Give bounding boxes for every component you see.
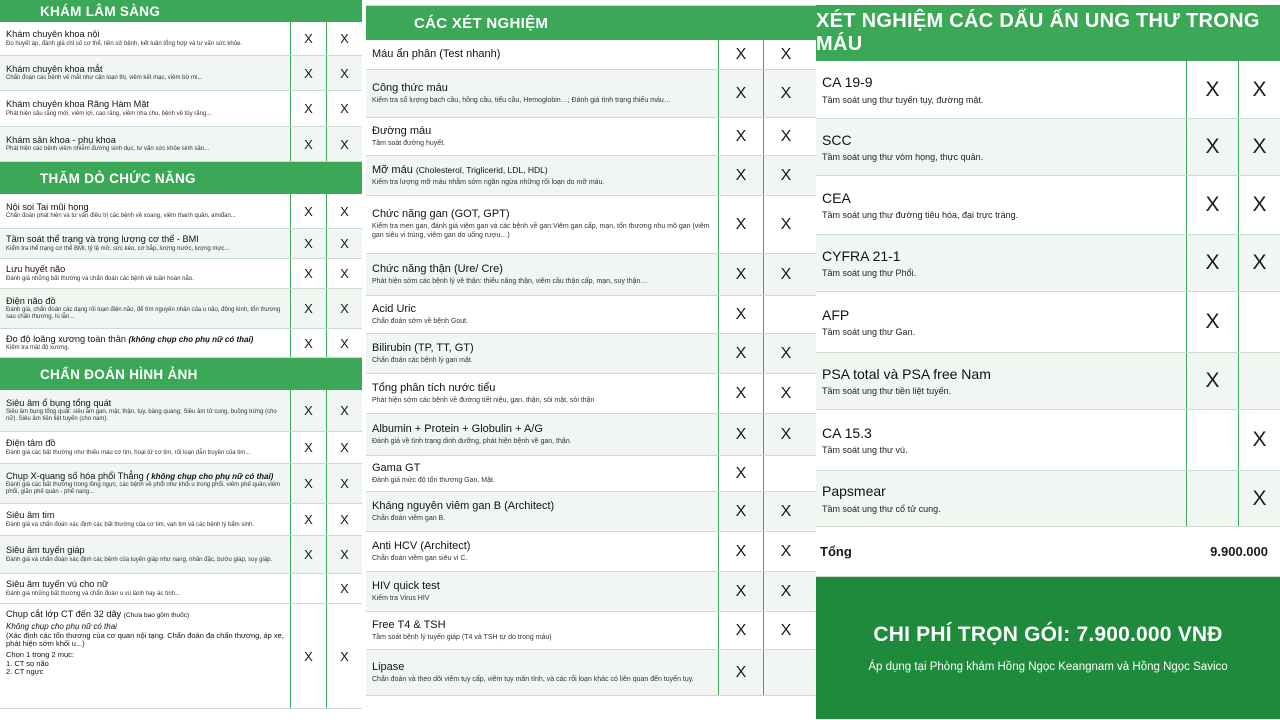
check-mark: X xyxy=(718,40,763,69)
table-row: Siêu âm tim Đánh giá và chẩn đoán xác định các bất thường của cơ tim, van tim và các bệnh lý bẩm sinh. X X xyxy=(0,504,362,536)
check-mark xyxy=(1186,410,1238,470)
check-mark: X xyxy=(763,532,808,571)
table-row: Kháng nguyên viêm gan B (Architect) Chẩn đoán viêm gan B. X X xyxy=(366,492,818,532)
check-mark: X xyxy=(1186,292,1238,352)
check-mark xyxy=(763,456,808,491)
table-row: Lưu huyết não Đánh giá những bất thường và chẩn đoán các bệnh về tuần hoàn não. X X xyxy=(0,259,362,289)
check-mark xyxy=(763,650,808,695)
check-mark: X xyxy=(1238,119,1280,175)
check-mark: X xyxy=(718,70,763,117)
check-mark xyxy=(763,296,808,333)
section-header-kham-lam-sang: KHÁM LÂM SÀNG xyxy=(0,0,362,22)
check-mark: X xyxy=(763,334,808,373)
check-mark xyxy=(1186,471,1238,526)
table-row: Acid Uric Chẩn đoán sớm về bệnh Gout. X xyxy=(366,296,818,334)
check-mark: X xyxy=(763,374,808,413)
table-row: Chức năng gan (GOT, GPT) Kiểm tra men gan, đánh giá viêm gan và các bệnh về gan:Viêm gan cấp, mạn, tổn thương nhu mô gan (viêm gan siêu vi trùng, viêm gan do uống rượu…) X X xyxy=(366,196,818,254)
package-note: Áp dụng tại Phòng khám Hồng Ngọc Keangnam và Hồng Ngọc Savico xyxy=(868,661,1228,673)
table-row: CA 15.3 Tầm soát ung thư vú. X xyxy=(816,410,1280,471)
table-row: Anti HCV (Architect) Chẩn đoán viêm gan siêu vi C. X X xyxy=(366,532,818,572)
check-mark: X xyxy=(718,456,763,491)
table-row: Máu ẩn phân (Test nhanh) X X xyxy=(366,40,818,70)
check-mark: X xyxy=(718,196,763,253)
table-row: Mỡ máu (Cholesterol, Triglicerid, LDL, HDL) Kiểm tra lượng mỡ máu nhằm sớm ngăn ngừa những rối loạn do mỡ máu. X X xyxy=(366,156,818,196)
table-row: Chụp X-quang số hóa phổi Thẳng ( không chụp cho phụ nữ có thai) Đánh giá các bất thường trong lồng ngực, các bệnh về phổi như khối u trong phổi, viêm phế quản,viêm phổi, giãn phế quản - phế nang... X X xyxy=(0,464,362,504)
check-mark: X xyxy=(763,414,808,455)
check-mark: X xyxy=(763,492,808,531)
marker-list xyxy=(816,61,1280,527)
table-row: PSA total và PSA free Nam Tầm soát ung thư tiền liệt tuyến. X xyxy=(816,353,1280,410)
check-mark: X xyxy=(1238,410,1280,470)
check-mark: X xyxy=(718,612,763,649)
table-row: CEA Tầm soát ung thư đường tiêu hóa, đại trực tràng. X X xyxy=(816,176,1280,235)
section-header-chan-doan-hinh-anh: CHẨN ĐOÁN HÌNH ẢNH xyxy=(0,358,362,390)
table-row: Công thức máu Kiểm tra số lượng bạch cầu, hồng cầu, tiểu cầu, Hemoglobin…; Đánh giá tình trạng thiếu máu… X X xyxy=(366,70,818,118)
table-row: Siêu âm tuyến giáp Đánh giá và chẩn đoán xác định các bệnh của tuyến giáp như nang, nhân đặc, bướu giáp, suy giáp. X X xyxy=(0,536,362,574)
table-row: Điện não đồ Đánh giá, chẩn đoán các dạng rối loạn điện não, để tìm nguyên nhân của u não, động kinh, tổn thương sau chấn thương, lú lẫn... X X xyxy=(0,289,362,329)
check-mark xyxy=(1238,353,1280,409)
test-list xyxy=(366,40,818,696)
check-mark: X xyxy=(718,118,763,155)
table-row: Free T4 & TSH Tầm soát bệnh lý tuyến giáp (T4 và TSH tự do trong máu) X X xyxy=(366,612,818,650)
right-panel xyxy=(816,0,1280,720)
table-row: Papsmear Tầm soát ung thư cổ tử cung. X xyxy=(816,471,1280,527)
check-mark: X xyxy=(763,612,808,649)
total-value: 9.900.000 xyxy=(1210,544,1268,559)
check-mark: X xyxy=(1186,61,1238,118)
table-row: Bilirubin (TP, TT, GT) Chẩn đoán các bệnh lý gan mật. X X xyxy=(366,334,818,374)
check-mark: X xyxy=(763,156,808,195)
check-mark: X xyxy=(718,296,763,333)
table-row: Siêu âm ổ bụng tổng quát Siêu âm bụng tổng quát: siêu âm gan, mật, thận, tụy, bàng quang; Siêu âm tử cung, buồng trứng (cho nữ). Siêu âm tiền liệt tuyến (cho nam). X X xyxy=(0,390,362,432)
table-row: Điện tâm đồ Đánh giá các bất thường như thiếu máu cơ tim, hoại tử cơ tim, rối loạn dẫn truyền của tim... X X xyxy=(0,432,362,464)
section-header-cac-xet-nghiem: CÁC XÉT NGHIỆM xyxy=(366,6,818,40)
check-mark: X xyxy=(1186,353,1238,409)
check-mark: X xyxy=(763,70,808,117)
check-mark: X xyxy=(718,532,763,571)
package-banner xyxy=(816,577,1280,719)
total-label: Tổng xyxy=(820,544,852,559)
table-row: Khám sản khoa - phụ khoa Phát hiện các bệnh viêm nhiễm đường sinh dục, tư vấn sức khỏe sinh sản... X X xyxy=(0,127,362,162)
check-mark: X xyxy=(1186,119,1238,175)
table-row: Chức năng thận (Ure/ Cre) Phát hiện sớm các bệnh lý về thận: thiểu năng thận, viêm cầu thận cấp, mạn, suy thận… X X xyxy=(366,254,818,296)
check-mark xyxy=(1238,292,1280,352)
check-mark: X xyxy=(763,254,808,295)
table-row: HIV quick test Kiểm tra Virus HIV X X xyxy=(366,572,818,612)
table-row: CYFRA 21-1 Tầm soát ung thư Phổi. X X xyxy=(816,235,1280,292)
check-mark: X xyxy=(1238,61,1280,118)
check-mark: X xyxy=(718,414,763,455)
check-mark: X xyxy=(763,196,808,253)
table-row: CA 19-9 Tầm soát ung thư tuyến tụy, đường mật. X X xyxy=(816,61,1280,119)
middle-panel xyxy=(366,0,818,720)
check-mark: X xyxy=(1238,176,1280,234)
check-mark: X xyxy=(1186,235,1238,291)
table-row: Albumin + Protein + Globulin + A/G Đánh giá về tình trạng dinh dưỡng, phát hiện bệnh về gan, thận. X X xyxy=(366,414,818,456)
table-row-ct: Chụp cắt lớp CT đến 32 dãy (Chưa bao gồm thuốc) Không chụp cho phụ nữ có thai (Xác định các tổn thương của cơ quan nội tạng. Chẩn đoán đa chấn thương, áp xe, phát hiện sớm khối u...) Chọn 1 trong 2 mục: 1. CT sọ não 2. CT ngực X X xyxy=(0,604,362,709)
table-row: Đường máu Tầm soát đường huyết. X X xyxy=(366,118,818,156)
check-mark: X xyxy=(1238,471,1280,526)
table-row: Siêu âm tuyến vú cho nữ Đánh giá những bất thường và chẩn đoán u vú lành hay ác tính... X xyxy=(0,574,362,604)
check-mark: X xyxy=(718,650,763,695)
table-row: Gama GT Đánh giá mức độ tổn thương Gan, Mật. X xyxy=(366,456,818,492)
check-mark: X xyxy=(718,492,763,531)
check-mark: X xyxy=(718,254,763,295)
table-row: Lipase Chẩn đoán và theo dõi viêm tụy cấp, viêm tụy mãn tính, và các rối loạn khác có liên quan đến tuyến tụy. X xyxy=(366,650,818,696)
table-row: Khám chuyên khoa Răng Hàm Mặt Phát hiện sâu răng mới, viêm lợi, cao răng, viêm nha chu, bệnh về tủy răng... X X xyxy=(0,91,362,127)
check-mark: X xyxy=(1238,235,1280,291)
left-panel xyxy=(0,0,362,720)
table-row: AFP Tầm soát ung thư Gan. X xyxy=(816,292,1280,353)
section-header-dau-an-ung-thu: XÉT NGHIỆM CÁC DẤU ẤN UNG THƯ TRONG MÁU xyxy=(816,5,1280,61)
check-mark: X xyxy=(1186,176,1238,234)
section-header-tham-do-chuc-nang: THĂM DÒ CHỨC NĂNG xyxy=(0,162,362,194)
table-row: SCC Tầm soát ung thư vòm họng, thực quản. X X xyxy=(816,119,1280,176)
check-mark: X xyxy=(763,572,808,611)
package-price: CHI PHÍ TRỌN GÓI: 7.900.000 VNĐ xyxy=(873,623,1223,646)
check-mark: X xyxy=(718,334,763,373)
table-row: Đo độ loãng xương toàn thân (không chụp cho phụ nữ có thai) Kiểm tra mật độ xương. X X xyxy=(0,329,362,358)
check-mark: X xyxy=(763,40,808,69)
check-mark: X xyxy=(718,572,763,611)
table-row: Nội soi Tai mũi họng Chẩn đoán phát hiện và tư vấn điều trị các bệnh về xoang, viêm thanh quản, amiđan... X X xyxy=(0,194,362,229)
check-mark: X xyxy=(718,156,763,195)
total-row xyxy=(816,527,1280,577)
check-mark: X xyxy=(763,118,808,155)
table-row: Tầm soát thể trạng và trọng lượng cơ thể - BMI Kiểm tra thể trạng cơ thể BMI, tỷ lệ mỡ, sức kéo, cơ bắp, lượng nước, lượng mực... X X xyxy=(0,229,362,259)
table-row: Khám chuyên khoa mắt Chẩn đoán các bệnh về mắt như cận loạn thị, viêm kết mạc, viêm bờ mi... X X xyxy=(0,56,362,91)
check-mark: X xyxy=(718,374,763,413)
table-row: Tổng phân tích nước tiểu Phát hiện sớm các bệnh về đường tiết niệu, gan, thận, sỏi mật, sỏi thận X X xyxy=(366,374,818,414)
table-row: Khám chuyên khoa nội Đo huyết áp, đánh giá chỉ số cơ thể, tiền sử bệnh, kết luận tổng hợp và tư vấn sức khỏe. X X xyxy=(0,22,362,56)
